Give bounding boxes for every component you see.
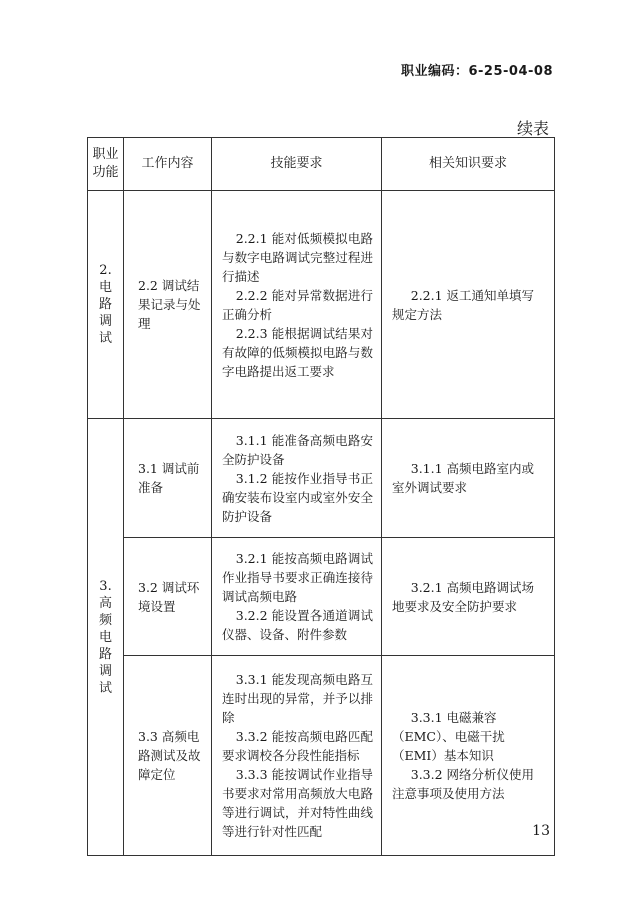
skills-table [87, 137, 555, 856]
table-row [88, 538, 555, 656]
occupation-code: 职业编码：6-25-04-08 [400, 64, 553, 79]
knowledge-item: 2.2.1 返工通知单填写规定方法 [392, 287, 535, 322]
work-content-cell: 3.2 调试环境设置 [124, 538, 212, 656]
work-content-cell: 3.3 高频电路测试及故障定位 [124, 656, 212, 856]
skill-item: 3.1.2 能按作业指导书正确安装布设室内或室外安全防护设备 [222, 470, 373, 524]
skill-item: 3.2.2 能设置各通道调试仪器、设备、附件参数 [222, 608, 373, 642]
knowledge-cell [382, 191, 555, 419]
header-skills: 技能要求 [212, 138, 382, 191]
knowledge-cell [382, 538, 555, 656]
skill-item: 2.2.2 能对异常数据进行正确分析 [222, 287, 373, 322]
skills-cell [212, 538, 382, 656]
table-header-row [88, 138, 555, 191]
skill-item: 2.2.1 能对低频模拟电路与数字电路调试完整过程进行描述 [222, 230, 373, 284]
knowledge-cell [382, 419, 555, 538]
knowledge-item: 3.3.1 电磁兼容（EMC）、电磁干扰（EMI）基本知识 [392, 710, 505, 763]
header-content: 工作内容 [124, 138, 212, 191]
knowledge-cell [382, 656, 555, 856]
skill-item: 3.3.3 能按调试作业指导书要求对常用高频放大电路等进行调试，并对特性曲线等进行针对性匹配 [222, 767, 373, 839]
skills-cell [212, 419, 382, 538]
skills-cell [212, 191, 382, 419]
work-content-cell: 2.2 调试结果记录与处理 [124, 191, 212, 419]
skill-item: 3.3.2 能按高频电路匹配要求调校各分段性能指标 [222, 729, 373, 763]
skill-item: 2.2.3 能根据调试结果对有故障的低频模拟电路与数字电路提出返工要求 [222, 325, 373, 379]
skills-cell [212, 656, 382, 856]
table-row [88, 419, 555, 538]
table-row [88, 191, 555, 419]
table-row [88, 656, 555, 856]
function-cell-hf-circuit-debug: 3.高频电路调试 [88, 419, 124, 856]
header-knowledge: 相关知识要求 [382, 138, 555, 191]
work-content-cell: 3.1 调试前准备 [124, 419, 212, 538]
knowledge-item: 3.3.2 网络分析仪使用注意事项及使用方法 [392, 767, 535, 801]
skill-item: 3.2.1 能按高频电路调试作业指导书要求正确连接待调试高频电路 [222, 551, 373, 604]
header-function: 职业功能 [88, 138, 124, 191]
knowledge-item: 3.1.1 高频电路室内或室外调试要求 [392, 461, 535, 495]
skill-item: 3.1.1 能准备高频电路安全防护设备 [222, 432, 373, 467]
knowledge-item: 3.2.1 高频电路调试场地要求及安全防护要求 [392, 579, 535, 614]
skill-item: 3.3.1 能发现高频电路互连时出现的异常，并予以排除 [222, 672, 373, 725]
page-number: 13 [532, 823, 550, 839]
function-cell-circuit-debug: 2.电路调试 [88, 191, 124, 419]
continued-table-label: 续表 [516, 119, 549, 138]
